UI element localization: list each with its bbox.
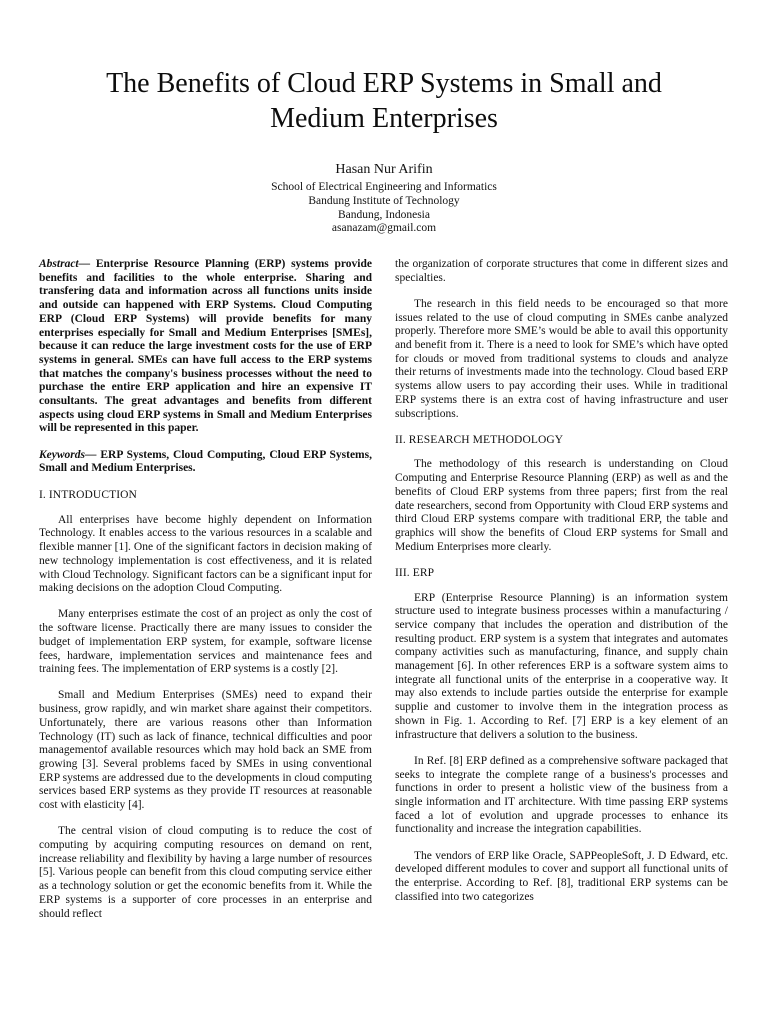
affiliation-location: Bandung, Indonesia [338,208,430,221]
keywords-label: Keywords— [39,448,97,461]
author-name: Hasan Nur Arifin [335,162,433,177]
keywords-text: ERP Systems, Cloud Computing, Cloud ERP Systems, Small and Medium Enterprises. [39,448,372,475]
author-affiliation [0,181,768,236]
paragraph: The research in this field needs to be encouraged so that more issues related to the use of cloud computing in SMEs canbe analyzed properly. Therefore more SME’s would be able to avail this opportunity and benefit from it. There is a need to look for SME’s which have opted for clouds or moved from traditional systems to clouds and analyze their returns of investments made into the technology. Cloud based ERP systems allow users to pay according their uses. While in traditional ERP systems there is an extra cost of having infrastructure and user subscriptions. [395,297,728,420]
right-column [395,258,728,917]
paragraph-continued: the organization of corporate structures that come in different sizes and specialties. [395,258,728,284]
paragraph: Many enterprises estimate the cost of an project as only the cost of the software license. Practically there are many issues to consider the budget of implementation ERP system, for example, software license fees, hardware, implementation services and maintenance fees and training fees. The implementation of ERP systems is a costly [2]. [39,608,372,676]
abstract-text: Enterprise Resource Planning (ERP) systems provide benefits and facilities to the whole enterprise. Sharing and transfering data and information across all functions units inside and outside can happened with ERP Systems. Cloud Computing ERP (Cloud ERP Systems) will provide benefits for many enterprises especially for Small and Medium Enterprises [SMEs], because it can reduce the large investment costs for the use of ERP systems in general. SMEs can have full access to the ERP systems that matches the company's business processes without the need to purchase the entire ERP application and hire an expensive IT consultants. The great advantages and benefits from different aspects using cloud ERP systems in Small and Medium Enterprises will be represented in this paper. [39,258,372,435]
keywords [39,449,372,476]
abstract-label: Abstract— [39,258,91,270]
affiliation-school: School of Electrical Engineering and Informatics [271,181,497,193]
paragraph: Small and Medium Enterprises (SMEs) need to expand their business, grow rapidly, and win market share against their competitors. Unfortunately, there are various reasons other than Information Technology (IT) such as lack of finance, technical difficulties and poor managementof available resources which may hold back an SME from growing [3]. Several problems faced by SMEs in using conventional ERP systems are addressed due to the developments in cloud computing services based ERP systems as they provide IT resources at reasonable cost with elasticity [4]. [39,689,372,812]
paragraph: In Ref. [8] ERP defined as a comprehensive software packaged that seeks to integrate the complete range of a business's processes and functions in order to present a holistic view of the business from a single information and IT architecture. With time passing ERP systems faced a lot of evolution and upgrade processes to enhance its functionality and increase the integration capabilities. [395,754,728,836]
paragraph: The central vision of cloud computing is to reduce the cost of computing by acquiring computing resources on demand on rent, increase reliability and flexibility by having a large number of resources [5]. Various people can benefit from this cloud computing service either as a technology solution or get the economic benefits from it. While the ERP systems is a supporter of core processes in an enterprise and should reflect [39,825,372,920]
paragraph: The vendors of ERP like Oracle, SAPPeopleSoft, J. D Edward, etc. developed different modules to cover and support all functional units of the enterprise. According to Ref. [8], traditional ERP systems can be classified into two categorizes [395,849,728,903]
paragraph: The methodology of this research is understanding on Cloud Computing and Enterprise Resource Planning (ERP) as well as and the benefits of Cloud ERP systems from three papers; first from the real date researchers, second from Opportunity with Cloud ERP systems and third Cloud ERP systems compare with traditional ERP, the table and graphics will show the benefits of Cloud ERP systems for Small and Medium Enterprises more clearly. [395,458,728,553]
paper-title: The Benefits of Cloud ERP Systems in Small and Medium Enterprises [106,68,662,134]
abstract [39,258,372,436]
affiliation-institute: Bandung Institute of Technology [308,194,460,207]
section-heading-introduction: I. INTRODUCTION [39,489,137,502]
section-heading-erp: III. ERP [395,566,435,579]
section-heading-research-methodology: II. RESEARCH METHODOLOGY [395,433,564,446]
paragraph: ERP (Enterprise Resource Planning) is an information system structure used to integrate business processes within a manufacturing / service company that includes the operation and distribution of the resulting product. ERP system is a system that integrates and automates company activities such as manufacturing, finance, and supply chain management [6]. In other references ERP is a software system aims to integrate all functional units of the enterprise in a cooperative way. It may also extends to include parties outside the enterprise for example supplie and customer to involve them in the integration process as shown in Fig. 1. According to Ref. [7] ERP is a key element of an infrastructure that delivers a solution to the business. [395,591,728,741]
left-column [39,258,372,934]
paragraph: All enterprises have become highly dependent on Information Technology. It enables access to the various resources in a scalable and flexible manner [1]. One of the significant factors in decision making of new technology implementation is cost effectiveness, and it is related with Cloud Technology. Significant factors can be a significant input for making decisions on the adoption Cloud Computing. [39,513,372,595]
author-email: asanazam@gmail.com [331,222,437,235]
